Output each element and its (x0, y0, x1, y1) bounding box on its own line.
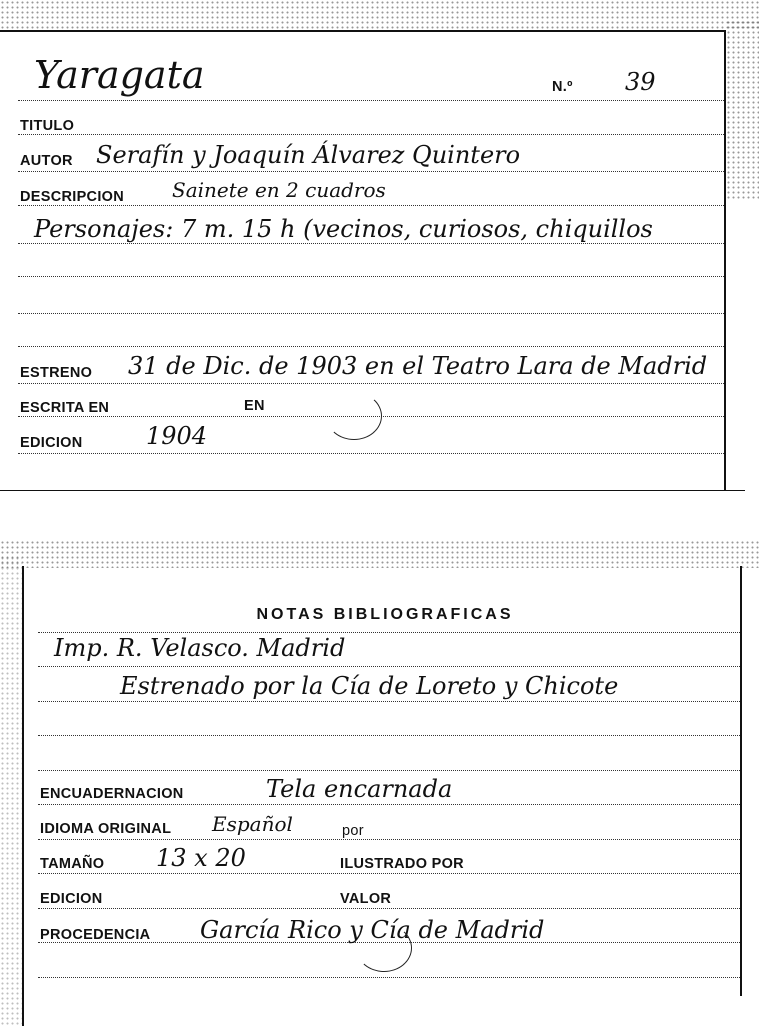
number-label: N.º (552, 79, 573, 95)
personajes-value: Personajes: 7 m. 15 h (vecinos, curiosos, chiquillos (34, 215, 653, 243)
en-label: EN (244, 398, 265, 414)
titulo-label: TITULO (20, 118, 75, 134)
procedencia-value: García Rico y Cía de Madrid (200, 916, 545, 944)
valor-label: VALOR (340, 891, 392, 907)
encuadernacion-value: Tela encarnada (266, 775, 453, 803)
notes-heading: NOTAS BIBLIOGRAFICAS (256, 606, 514, 623)
card-edge-noise (0, 0, 759, 30)
descripcion-label: DESCRIPCION (20, 189, 125, 205)
encuadernacion-label: ENCUADERNACION (40, 786, 184, 802)
idioma-original-value: Español (212, 812, 293, 836)
card-edge-noise (0, 540, 759, 568)
catalog-card-bottom (0, 536, 759, 1028)
card-left-border (22, 566, 24, 1026)
descripcion-value: Sainete en 2 cuadros (172, 178, 386, 202)
edicion-value: 1904 (146, 422, 208, 450)
punch-hole (326, 392, 382, 440)
autor-value: Serafín y Joaquín Álvarez Quintero (96, 141, 521, 169)
card-right-border (724, 30, 726, 490)
estreno-label: ESTRENO (20, 365, 93, 381)
procedencia-label: PROCEDENCIA (40, 927, 151, 943)
notes-line-1: Imp. R. Velasco. Madrid (54, 634, 346, 662)
tamano-value: 13 x 20 (156, 844, 246, 872)
title-value: Yaragata (34, 53, 205, 97)
escrita-en-label: ESCRITA EN (20, 400, 110, 416)
edicion-label-bottom: EDICION (40, 891, 103, 907)
card-edge-noise-left (0, 556, 22, 1026)
tamano-label: TAMAÑO (40, 856, 105, 872)
estreno-value: 31 de Dic. de 1903 en el Teatro Lara de Madrid (128, 352, 708, 380)
punch-hole (356, 924, 412, 972)
idioma-original-label: IDIOMA ORIGINAL (40, 821, 172, 837)
card-top-border (0, 30, 726, 32)
edicion-label: EDICION (20, 435, 83, 451)
autor-label: AUTOR (20, 153, 73, 169)
ilustrado-por-label: ILUSTRADO POR (340, 856, 464, 872)
number-value: 39 (625, 68, 656, 96)
notes-line-2: Estrenado por la Cía de Loreto y Chicote (120, 672, 619, 700)
card-right-border (740, 566, 742, 996)
catalog-card-top (0, 0, 759, 500)
card-edge-noise-right (726, 20, 759, 200)
por-label: por (342, 823, 364, 839)
card-bottom-border (0, 490, 745, 491)
